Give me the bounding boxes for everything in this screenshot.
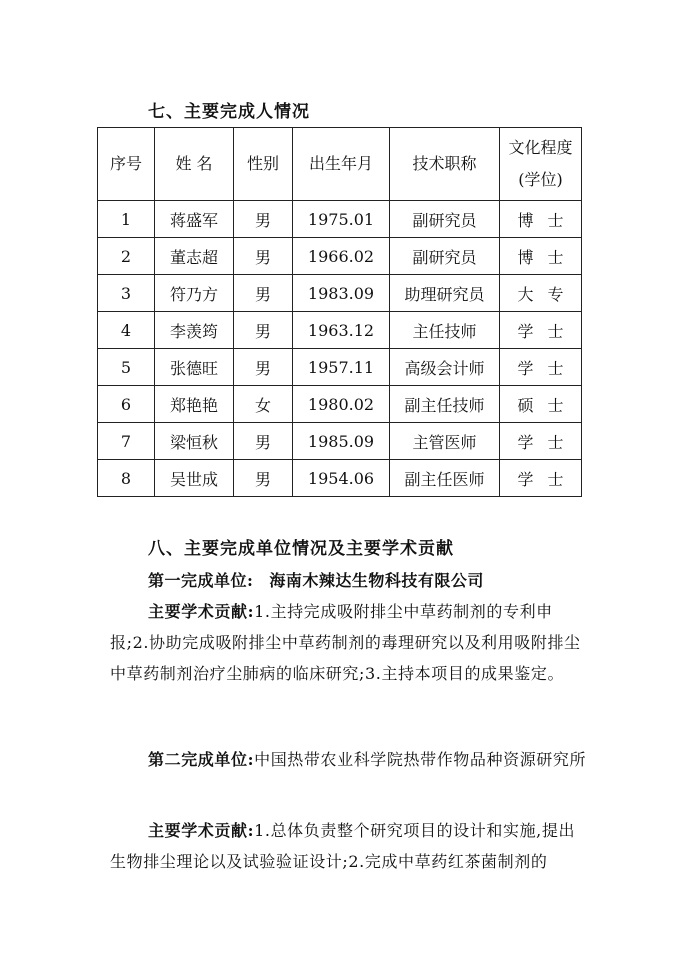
cell-seq: 7	[98, 423, 155, 460]
cell-name: 李羡筠	[155, 312, 234, 349]
contribution-text: 1.总体负责整个研究项目的设计和实施,提出生物排尘理论以及试验验证设计;2.完成中草药红茶菌制剂的	[110, 821, 576, 871]
table-row	[98, 312, 582, 349]
cell-degree: 博士	[500, 238, 582, 275]
table-row	[98, 423, 582, 460]
cell-gender: 男	[234, 275, 293, 312]
cell-title: 主管医师	[390, 423, 500, 460]
cell-name: 吴世成	[155, 460, 234, 497]
second-unit-name: 中国热带农业科学院热带作物品种资源研究所	[254, 750, 587, 769]
cell-degree: 学士	[500, 423, 582, 460]
contribution-label: 主要学术贡献:	[148, 821, 255, 840]
cell-degree: 博士	[500, 201, 582, 238]
cell-gender: 男	[234, 312, 293, 349]
header-degree-line1: 文化程度	[508, 138, 573, 157]
cell-title: 副主任技师	[390, 386, 500, 423]
cell-name: 梁恒秋	[155, 423, 234, 460]
header-birth: 出生年月	[293, 128, 390, 201]
cell-degree: 大专	[500, 275, 582, 312]
header-name: 姓 名	[155, 128, 234, 201]
cell-gender: 男	[234, 460, 293, 497]
cell-title: 助理研究员	[390, 275, 500, 312]
cell-birth: 1963.12	[293, 312, 390, 349]
section-7-title: 七、主要完成人情况	[148, 102, 310, 122]
table-header-row	[98, 128, 582, 201]
cell-gender: 男	[234, 423, 293, 460]
cell-name: 符乃方	[155, 275, 234, 312]
table-row	[98, 201, 582, 238]
cell-seq: 4	[98, 312, 155, 349]
cell-seq: 1	[98, 201, 155, 238]
header-seq: 序号	[98, 128, 155, 201]
personnel-table	[97, 127, 582, 497]
cell-title: 副研究员	[390, 238, 500, 275]
cell-birth: 1966.02	[293, 238, 390, 275]
cell-seq: 3	[98, 275, 155, 312]
cell-seq: 2	[98, 238, 155, 275]
header-degree-line2: (学位)	[518, 170, 563, 189]
cell-birth: 1957.11	[293, 349, 390, 386]
cell-degree: 学士	[500, 312, 582, 349]
table-row	[98, 460, 582, 497]
cell-name: 郑艳艳	[155, 386, 234, 423]
cell-birth: 1975.01	[293, 201, 390, 238]
table-row	[98, 386, 582, 423]
cell-seq: 5	[98, 349, 155, 386]
cell-gender: 男	[234, 201, 293, 238]
cell-title: 副主任医师	[390, 460, 500, 497]
second-unit-line	[110, 744, 590, 775]
cell-name: 董志超	[155, 238, 234, 275]
first-unit-line	[148, 568, 484, 591]
cell-birth: 1954.06	[293, 460, 390, 497]
cell-gender: 男	[234, 349, 293, 386]
cell-gender: 男	[234, 238, 293, 275]
table-row	[98, 275, 582, 312]
contribution-text: 1.主持完成吸附排尘中草药制剂的专利申报;2.协助完成吸附排尘中草药制剂的毒理研究以及利用吸附排尘中草药制剂治疗尘肺病的临床研究;3.主持本项目的成果鉴定。	[110, 602, 581, 683]
table-row	[98, 238, 582, 275]
cell-degree: 学士	[500, 460, 582, 497]
cell-birth: 1985.09	[293, 423, 390, 460]
cell-seq: 6	[98, 386, 155, 423]
contribution-label: 主要学术贡献:	[148, 602, 255, 621]
cell-title: 主任技师	[390, 312, 500, 349]
section-8-title: 八、主要完成单位情况及主要学术贡献	[148, 539, 454, 559]
cell-seq: 8	[98, 460, 155, 497]
cell-name: 张德旺	[155, 349, 234, 386]
cell-birth: 1980.02	[293, 386, 390, 423]
header-degree	[500, 128, 582, 201]
cell-degree: 学士	[500, 349, 582, 386]
first-unit-name: 海南木辣达生物科技有限公司	[269, 571, 484, 590]
second-unit-label: 第二完成单位:	[148, 750, 255, 769]
cell-title: 高级会计师	[390, 349, 500, 386]
first-unit-label: 第一完成单位:	[148, 571, 254, 590]
header-title: 技术职称	[390, 128, 500, 201]
table-row	[98, 349, 582, 386]
cell-title: 副研究员	[390, 201, 500, 238]
second-unit-contribution	[110, 815, 590, 877]
cell-degree: 硕士	[500, 386, 582, 423]
first-unit-contribution	[110, 596, 590, 689]
cell-gender: 女	[234, 386, 293, 423]
cell-name: 蒋盛军	[155, 201, 234, 238]
cell-birth: 1983.09	[293, 275, 390, 312]
header-gender: 性别	[234, 128, 293, 201]
